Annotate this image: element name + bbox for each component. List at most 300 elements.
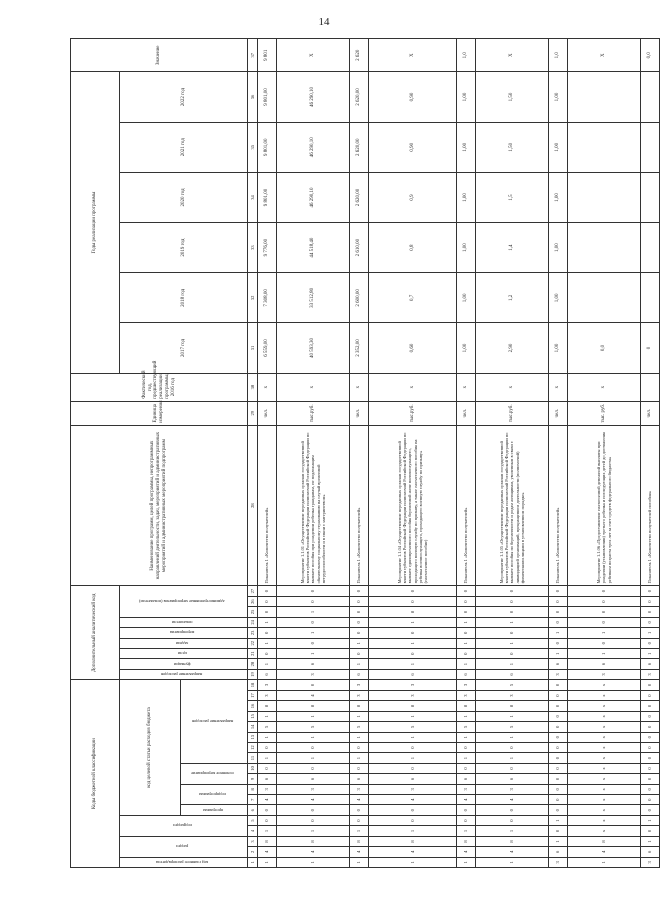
code-cell: 4 — [568, 847, 641, 857]
code-cell: 1 — [258, 638, 277, 648]
code-cell: 0 — [277, 742, 350, 752]
column-index: 23 — [248, 628, 258, 638]
code-column-label — [181, 763, 248, 784]
code-cell: 3 — [277, 669, 350, 679]
code-cell: 0 — [350, 805, 369, 815]
year-value: 1,00 — [549, 72, 568, 122]
code-cell: 5 — [476, 722, 549, 732]
code-cell: 6 — [641, 659, 660, 669]
code-cell: 1 — [568, 628, 641, 638]
row-unit: тыс.руб. — [476, 401, 549, 425]
target-article-code-header: код целевой статьи расходов бюджета — [120, 680, 181, 816]
code-cell: 1 — [457, 638, 476, 648]
code-cell: 0 — [350, 596, 369, 606]
code-cell: 3 — [476, 690, 549, 700]
year-value: 9 776,00 — [258, 223, 277, 273]
code-cell: 0 — [277, 586, 350, 596]
column-index: 5 — [248, 815, 258, 825]
code-cell: 0 — [457, 628, 476, 638]
column-index: 20 — [248, 659, 258, 669]
year-value: 0,90 — [369, 72, 457, 122]
code-cell: 0 — [641, 826, 660, 836]
code-cell: 3 — [350, 690, 369, 700]
row-name: Мероприятие 1.1.01 «Осуществление переданных органам государственной власти субъектов Российской Федерации полномочий Российской Федерации по выплате пособия при рождении ребенка гражданам, не подлежащим обязательному социальному страхованию на случай временной нетрудоспособности и в связи с материнством» — [277, 425, 350, 586]
code-cell: 6 — [476, 774, 549, 784]
code-cell: 0 — [457, 586, 476, 596]
code-cell: 0 — [568, 607, 641, 617]
code-cell: 1 — [641, 628, 660, 638]
year-value: 9 801,00 — [258, 72, 277, 122]
year-value: 0,7 — [369, 273, 457, 323]
column-index: 34 — [248, 172, 258, 222]
code-cell: 5 — [369, 722, 457, 732]
year-value: 2 620,00 — [350, 72, 369, 122]
code-cell: 1 — [350, 732, 369, 742]
code-cell: 1 — [369, 638, 457, 648]
code-cell: х — [568, 805, 641, 815]
code-cell: х — [568, 680, 641, 691]
year-header: 2021 год — [120, 122, 248, 172]
column-index: 9 — [248, 774, 258, 784]
year-value: 2,90 — [476, 323, 549, 373]
code-cell: 0 — [350, 742, 369, 752]
column-index: 35 — [248, 122, 258, 172]
code-cell: 5 — [258, 722, 277, 732]
code-cell: х — [568, 815, 641, 825]
code-column-label-text: административные мероприятия (показатели) — [139, 599, 225, 605]
row-name: Показатель 1 «Количество получателей» — [549, 425, 568, 586]
code-cell: 3 — [641, 857, 660, 867]
code-cell: х — [568, 774, 641, 784]
column-index: 37 — [248, 39, 258, 72]
column-index: 33 — [248, 223, 258, 273]
row-final-value: 1,0 — [457, 39, 476, 72]
code-cell: 0 — [641, 763, 660, 773]
code-cell: 0 — [568, 596, 641, 606]
code-cell: 0 — [369, 596, 457, 606]
column-index: 24 — [248, 617, 258, 627]
year-value: 0,9 — [369, 172, 457, 222]
row-unit: чел. — [350, 401, 369, 425]
code-cell: 0 — [641, 680, 660, 691]
code-cell: 6 — [277, 774, 350, 784]
code-cell: 1 — [369, 753, 457, 763]
row-forecast: х — [369, 373, 457, 401]
year-header: 2019 год — [120, 223, 248, 273]
table-row — [457, 39, 476, 868]
code-cell: 1 — [549, 628, 568, 638]
code-cell: 0 — [277, 638, 350, 648]
code-cell: 6 — [568, 659, 641, 669]
code-cell: 6 — [258, 669, 277, 679]
code-cell: 1 — [369, 826, 457, 836]
code-cell: 0 — [258, 763, 277, 773]
code-cell: 0 — [369, 763, 457, 773]
year-value — [568, 172, 641, 222]
code-cell: 1 — [369, 732, 457, 742]
year-value: 33 512,80 — [277, 273, 350, 323]
year-value: 1,00 — [457, 72, 476, 122]
row-final-value: Х — [369, 39, 457, 72]
code-column-label-text: мероприятия — [169, 630, 195, 636]
code-column-label-text: основное мероприятие — [191, 771, 235, 777]
code-cell: 1 — [369, 617, 457, 627]
code-cell: 0 — [258, 596, 277, 606]
code-cell: х — [568, 763, 641, 773]
code-cell: 1 — [641, 648, 660, 658]
table-row — [641, 39, 660, 868]
code-cell: 1 — [277, 826, 350, 836]
code-cell: 0 — [568, 638, 641, 648]
code-cell: 1 — [277, 607, 350, 617]
code-cell: 0 — [350, 763, 369, 773]
year-value: 0,0 — [568, 323, 641, 373]
row-final-value: Х — [568, 39, 641, 72]
column-index: 32 — [248, 273, 258, 323]
code-cell: х — [568, 742, 641, 752]
code-cell: х — [568, 711, 641, 721]
code-cell: 0 — [476, 586, 549, 596]
code-cell: 1 — [277, 732, 350, 742]
code-cell: 0 — [350, 617, 369, 627]
code-cell: 4 — [369, 795, 457, 805]
code-cell: х — [568, 795, 641, 805]
code-cell: 0 — [568, 586, 641, 596]
code-cell: 8 — [369, 607, 457, 617]
code-cell: 6 — [350, 774, 369, 784]
code-column-label — [120, 586, 248, 617]
code-cell: 3 — [258, 784, 277, 794]
year-header: 2022 год — [120, 72, 248, 122]
year-value: 40 593,30 — [277, 323, 350, 373]
code-cell: 1 — [258, 857, 277, 867]
code-cell: 4 — [369, 847, 457, 857]
year-value — [568, 72, 641, 122]
code-cell: 0 — [641, 774, 660, 784]
code-cell: 0 — [476, 805, 549, 815]
code-cell: 8 — [369, 701, 457, 711]
code-cell: 1 — [350, 826, 369, 836]
code-cell: 0 — [641, 638, 660, 648]
column-index: 29 — [248, 401, 258, 425]
code-cell: 3 — [457, 784, 476, 794]
code-cell: 0 — [457, 596, 476, 606]
year-value: 1,00 — [549, 223, 568, 273]
code-cell: 0 — [457, 815, 476, 825]
code-cell: 6 — [369, 669, 457, 679]
year-value: 1,50 — [476, 122, 549, 172]
code-cell: 0 — [258, 607, 277, 617]
code-cell: 1 — [457, 617, 476, 627]
code-cell: х — [568, 690, 641, 700]
year-value: 1,00 — [457, 122, 476, 172]
table-row — [258, 39, 277, 868]
code-cell: 0 — [277, 680, 350, 691]
table-row — [549, 39, 568, 868]
code-cell: 1 — [476, 753, 549, 763]
code-cell: 1 — [258, 711, 277, 721]
code-cell: 0 — [369, 815, 457, 825]
unit-header: Единица измерения — [71, 401, 248, 425]
code-cell: 0 — [476, 607, 549, 617]
code-cell: 0 — [369, 586, 457, 596]
code-cell: 0 — [549, 753, 568, 763]
year-value: 1,00 — [549, 323, 568, 373]
code-cell: 1 — [350, 753, 369, 763]
column-index: 14 — [248, 722, 258, 732]
row-final-value: 0,0 — [641, 39, 660, 72]
code-cell: 3 — [277, 784, 350, 794]
forecast-header: Фактический год, предшествующий реализации программы, 2016 год — [71, 373, 248, 401]
year-value: 1,00 — [457, 273, 476, 323]
year-value — [568, 223, 641, 273]
code-column-label — [120, 836, 248, 857]
code-cell: 0 — [457, 763, 476, 773]
years-group-header: Годы реализации программы — [71, 72, 120, 373]
code-cell: 1 — [457, 826, 476, 836]
year-value: 2 610,00 — [350, 223, 369, 273]
code-cell: 0 — [549, 805, 568, 815]
row-final-value: 9 801 — [258, 39, 277, 72]
code-cell: 3 — [568, 669, 641, 679]
code-cell: 0 — [641, 617, 660, 627]
year-value: 1,00 — [549, 172, 568, 222]
code-cell: 0 — [369, 628, 457, 638]
column-index: 17 — [248, 690, 258, 700]
code-cell: 4 — [277, 847, 350, 857]
code-cell: 6 — [258, 774, 277, 784]
code-cell: 0 — [476, 742, 549, 752]
code-cell: 0 — [476, 628, 549, 638]
code-cell: 0 — [549, 826, 568, 836]
code-cell: 0 — [549, 711, 568, 721]
code-cell: 0 — [549, 774, 568, 784]
table-row — [476, 39, 549, 868]
code-cell: 0 — [549, 586, 568, 596]
row-forecast: х — [568, 373, 641, 401]
code-cell: 3 — [549, 669, 568, 679]
code-cell: 0 — [641, 742, 660, 752]
column-index: 6 — [248, 805, 258, 815]
code-cell: 3 — [549, 857, 568, 867]
code-column-label-text: код главного распорядителя — [156, 859, 209, 865]
code-column-label-text: раздел — [176, 844, 189, 850]
code-column-label-text: показатели — [171, 619, 193, 625]
table-row — [350, 39, 369, 868]
budget-codes-header: Коды бюджетной классификации — [71, 680, 120, 868]
code-cell: 1 — [369, 659, 457, 669]
code-cell: 1 — [350, 638, 369, 648]
code-cell: 4 — [457, 795, 476, 805]
row-name: Показатель 1 «Количество получателей» — [350, 425, 369, 586]
code-cell: 4 — [476, 795, 549, 805]
row-unit: тыс.руб. — [369, 401, 457, 425]
year-value: 44 518,40 — [277, 223, 350, 273]
code-column-label — [181, 805, 248, 815]
code-cell: 4 — [277, 690, 350, 700]
code-cell: 0 — [457, 607, 476, 617]
row-forecast: х — [350, 373, 369, 401]
year-header: 2020 год — [120, 172, 248, 222]
code-cell: 1 — [350, 659, 369, 669]
row-final-value: 1,0 — [549, 39, 568, 72]
code-cell: 3 — [369, 690, 457, 700]
row-name: Показатель 1 «Количество получателей» — [258, 425, 277, 586]
row-name: Мероприятие 1.1.06 «Предоставление ежемесячной денежной выплаты при рождении (усыновлении) третьего ребенка и последующих детей до достижения ребенком возраста трех лет за счет средств федерального бюджета» — [568, 425, 641, 586]
year-value: 1,00 — [457, 223, 476, 273]
code-cell: 4 — [258, 795, 277, 805]
year-value — [641, 223, 660, 273]
row-forecast: х — [258, 373, 277, 401]
code-cell: 1 — [258, 826, 277, 836]
code-cell: 0 — [641, 607, 660, 617]
code-cell: х — [568, 784, 641, 794]
code-cell: 0 — [641, 711, 660, 721]
code-column-label-text: подпрограмма — [199, 792, 227, 798]
code-cell: 1 — [457, 711, 476, 721]
code-cell: 0 — [549, 784, 568, 794]
code-cell: 8 — [350, 701, 369, 711]
code-column-label — [181, 680, 248, 764]
year-value: 6 559,00 — [258, 323, 277, 373]
code-cell: 8 — [568, 836, 641, 846]
code-cell: 0 — [549, 732, 568, 742]
code-cell: 0 — [258, 742, 277, 752]
column-index: 21 — [248, 648, 258, 658]
year-value: 1,00 — [549, 273, 568, 323]
code-cell: х — [568, 732, 641, 742]
code-cell: 0 — [641, 732, 660, 742]
column-index: 1 — [248, 857, 258, 867]
code-column-label-text: подраздел — [172, 823, 192, 829]
row-name: Мероприятие 1.1.04 «Осуществление переданных органам государственной власти субъектов Российской Федерации полномочий Российской Федерации по выплате единовременного пособия беременной жене военнослужащего, проходящего военную службу по призыву, а также ежемесячного пособия на ребенка военнослужащего, проходящего военную службу по призыву» (ежемесячное пособие) — [369, 425, 457, 586]
row-name: Показатель 1 «Количество получателей пособия» — [641, 425, 660, 586]
code-column-label-text: функции — [173, 661, 191, 667]
rotated-table-page — [70, 38, 653, 868]
table-row — [568, 39, 641, 868]
code-cell: 6 — [277, 659, 350, 669]
code-cell: 1 — [258, 732, 277, 742]
code-cell: 0 — [457, 805, 476, 815]
column-index: 4 — [248, 826, 258, 836]
code-cell: 1 — [568, 648, 641, 658]
code-cell: 0 — [641, 722, 660, 732]
code-cell: 1 — [457, 753, 476, 763]
code-cell: 1 — [277, 628, 350, 638]
code-cell: 1 — [369, 711, 457, 721]
year-value: 0,60 — [369, 323, 457, 373]
code-cell: 1 — [476, 659, 549, 669]
code-cell: 1 — [549, 836, 568, 846]
code-cell: 1 — [457, 659, 476, 669]
year-value: 9 801,00 — [258, 122, 277, 172]
code-column-label — [120, 648, 248, 658]
code-column-label-text: направление расходов — [161, 672, 203, 678]
row-unit: чел. — [258, 401, 277, 425]
year-value: 46 290,10 — [277, 172, 350, 222]
code-cell: 1 — [549, 648, 568, 658]
column-index: 28 — [248, 425, 258, 586]
code-cell: 6 — [549, 659, 568, 669]
code-cell: 0 — [277, 596, 350, 606]
code-cell: 0 — [350, 815, 369, 825]
code-cell: 1 — [258, 659, 277, 669]
row-forecast: х — [476, 373, 549, 401]
row-forecast: х — [277, 373, 350, 401]
code-cell: 0 — [258, 805, 277, 815]
code-cell: 0 — [641, 753, 660, 763]
page-number: 14 — [318, 16, 330, 28]
code-cell: 1 — [350, 711, 369, 721]
year-value: 1,00 — [457, 323, 476, 373]
code-cell: 8 — [277, 701, 350, 711]
code-column-label — [120, 659, 248, 669]
code-cell: 0 — [476, 763, 549, 773]
year-header: 2018 год — [120, 273, 248, 323]
column-index: 11 — [248, 753, 258, 763]
code-cell: 0 — [258, 648, 277, 658]
code-cell: 8 — [476, 836, 549, 846]
code-cell: 0 — [277, 763, 350, 773]
row-name: Показатель 1 «Количество получателей» — [457, 425, 476, 586]
code-cell: 1 — [476, 711, 549, 721]
year-value: 46 290,10 — [277, 122, 350, 172]
code-cell: 6 — [476, 669, 549, 679]
year-value: 2 352,00 — [350, 323, 369, 373]
code-cell: 5 — [457, 722, 476, 732]
row-unit: чел. — [457, 401, 476, 425]
code-cell: 0 — [476, 815, 549, 825]
code-column-label — [120, 628, 248, 638]
code-column-label — [120, 815, 248, 836]
analytic-code-header: Дополнительный аналитический код — [71, 586, 120, 680]
code-cell: 0 — [549, 617, 568, 627]
code-cell: 8 — [258, 836, 277, 846]
code-cell: 1 — [277, 711, 350, 721]
code-cell: 0 — [549, 690, 568, 700]
row-final-value: 2 620 — [350, 39, 369, 72]
code-cell: 3 — [476, 784, 549, 794]
column-index: 3 — [248, 836, 258, 846]
year-value: 1,2 — [476, 273, 549, 323]
code-cell: 1 — [258, 617, 277, 627]
code-column-label-text: направление расходов — [191, 719, 234, 725]
table-row — [369, 39, 457, 868]
code-cell: 3 — [258, 690, 277, 700]
code-column-label — [120, 857, 248, 867]
code-cell: 1 — [476, 638, 549, 648]
code-cell: 1 — [457, 857, 476, 867]
code-cell: 1 — [641, 836, 660, 846]
code-cell: 0 — [258, 815, 277, 825]
year-value: 7 308,00 — [258, 273, 277, 323]
code-cell: 1 — [369, 857, 457, 867]
year-value — [641, 172, 660, 222]
column-index: 2 — [248, 847, 258, 857]
row-unit: тыс.руб. — [277, 401, 350, 425]
code-cell: 0 — [369, 805, 457, 815]
code-cell: 5 — [277, 722, 350, 732]
code-cell: 3 — [258, 680, 277, 691]
code-cell: 1 — [258, 753, 277, 763]
code-cell: 0 — [641, 701, 660, 711]
code-cell: 0 — [277, 617, 350, 627]
code-cell: 8 — [476, 701, 549, 711]
row-name: Мероприятие 1.1.05 «Осуществление переданных органам государственной власти субъектов Российской Федерации полномочий Российской Федерации по выплате пособия по беременности и родам женщинам, уволенным в связи с ликвидацией организаций, прекращением деятельности (полномочий) физическими лицами в установленном порядке» — [476, 425, 549, 586]
code-cell: 6 — [369, 774, 457, 784]
code-cell: 1 — [476, 617, 549, 627]
code-cell: 1 — [457, 732, 476, 742]
